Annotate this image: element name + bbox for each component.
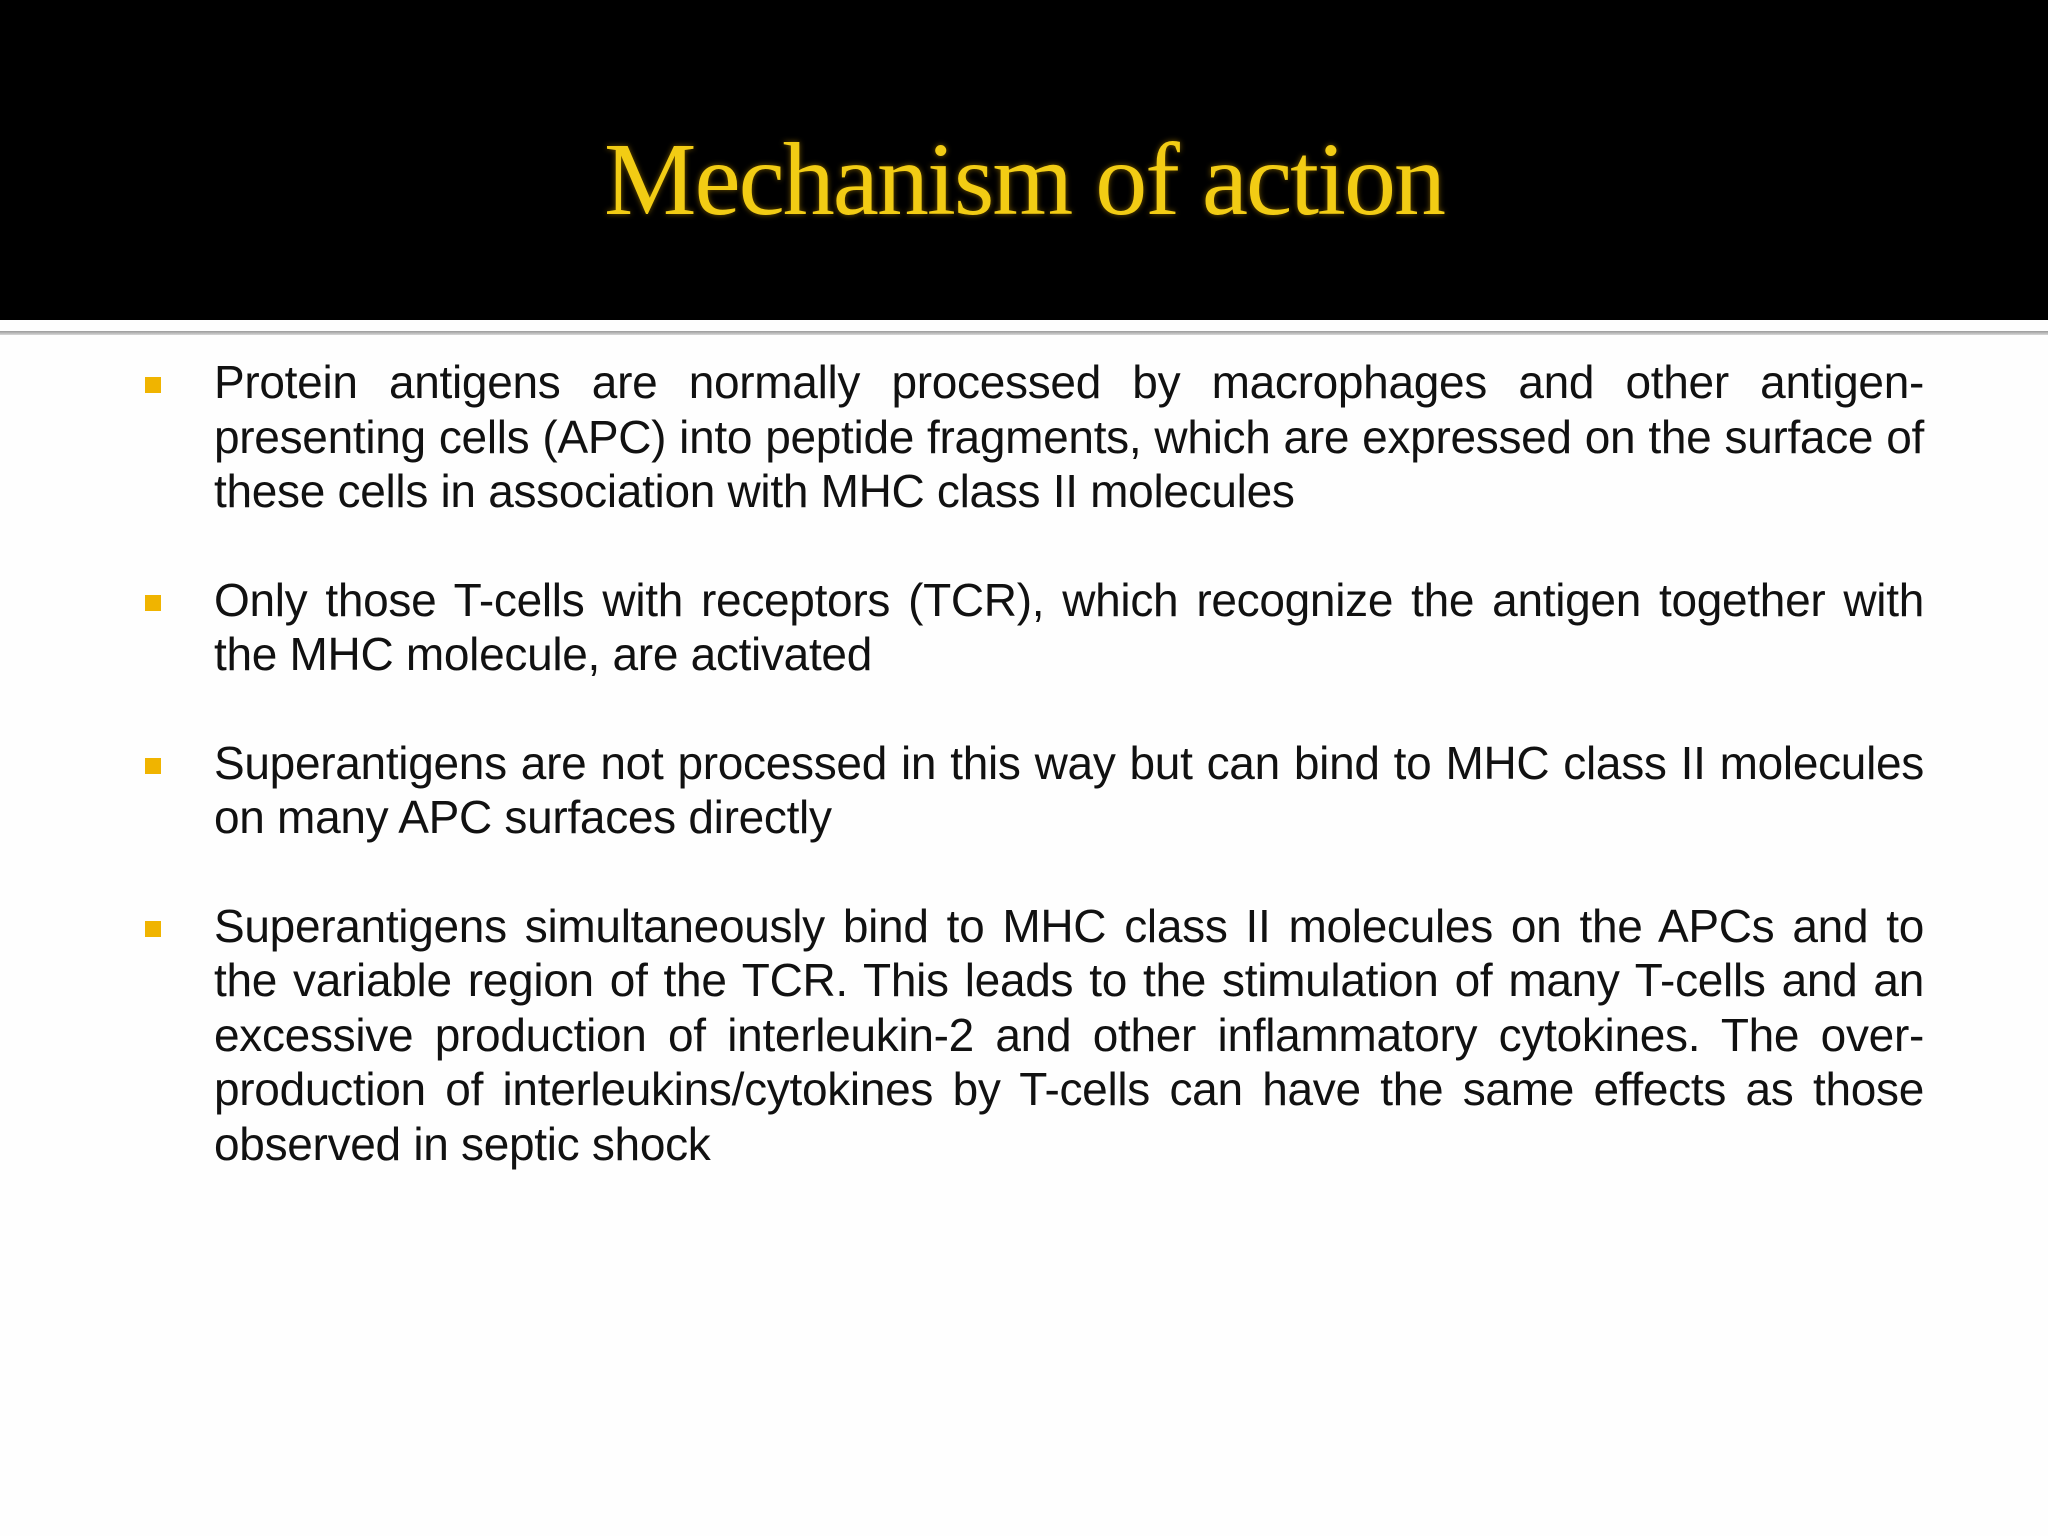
list-item [140,573,1924,682]
bullet-list [140,355,1924,1225]
divider [0,331,2048,335]
bullet-text: Protein antigens are normally processed by macrophages and other antigen-presenting cells (APC) into peptide fragments, which are expressed on the surface of these cells in association with MHC class II molecules [214,356,1924,517]
bullet-text: Only those T-cells with receptors (TCR), which recognize the antigen together with the MHC molecule, are activated [214,573,1924,680]
square-bullet-icon [145,921,161,937]
square-bullet-icon [145,758,161,774]
title-bar [0,0,2048,320]
bullet-text: Superantigens are not processed in this way but can bind to MHC class II molecules on many APC surfaces directly [214,736,1924,843]
list-item [140,736,1924,845]
square-bullet-icon [145,377,161,393]
list-item [140,899,1924,1172]
square-bullet-icon [145,595,161,611]
bullet-text: Superantigens simultaneously bind to MHC class II molecules on the APCs and to the variable region of the TCR. This leads to the stimulation of many T-cells and an excessive production of interleukin-2 and other inflammatory cytokines. The over-production of interleukins/cytokines by T-cells can have the same effects as those observed in septic shock [214,899,1924,1170]
list-item [140,355,1924,519]
slide-title: Mechanism of action [604,122,1444,237]
